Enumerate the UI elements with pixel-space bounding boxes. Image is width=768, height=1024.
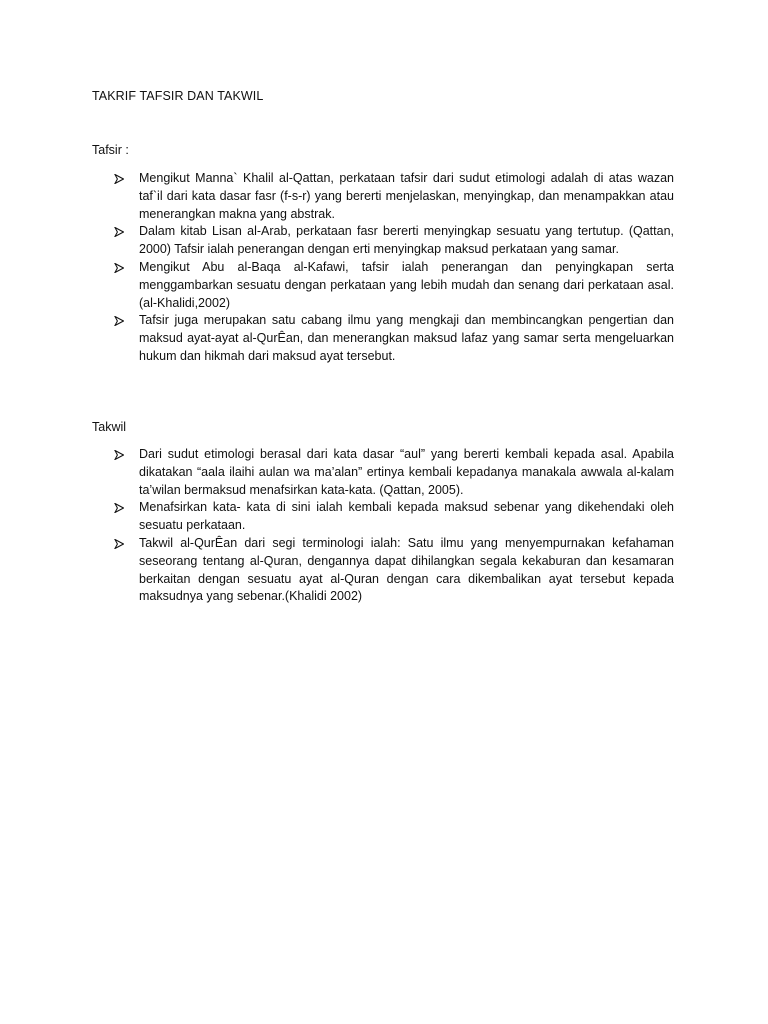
document-title: TAKRIF TAFSIR DAN TAKWIL — [92, 89, 264, 103]
list-item-text: Mengikut Manna` Khalil al-Qattan, perkataan tafsir dari sudut etimologi adalah di atas wazan taf`il dari kata dasar fasr (f-s-r) yang bererti menjelaskan, menyingkap, dan menampakkan atau menerangkan makna yang abstrak. — [139, 171, 674, 221]
list-item-text: Dari sudut etimologi berasal dari kata dasar “aul” yang bererti kembali kepada asal. Apabila dikatakan “aala ilaihi aulan wa ma’alan” ertinya kembali kepadanya manakala awwala al-kalam ta’wilan bermaksud menafsirkan kata-kata. (Qattan, 2005). — [139, 447, 674, 497]
list-item — [113, 170, 674, 223]
arrowhead-bullet-icon — [114, 316, 124, 326]
list-item-text: Tafsir juga merupakan satu cabang ilmu yang mengkaji dan membincangkan pengertian dan maksud ayat-ayat al-QurÊan, dan menerangkan maksud lafaz yang samar serta mengeluarkan hukum dan hikmah dari maksud ayat tersebut. — [139, 313, 674, 363]
list-item-text: Mengikut Abu al-Baqa al-Kafawi, tafsir ialah penerangan dan penyingkapan serta menggambarkan sesuatu dengan perkataan yang lebih mudah dan senang dari perkataan asal.(al-Khalidi,2002) — [139, 259, 674, 310]
arrowhead-bullet-icon — [114, 503, 124, 513]
list-item — [113, 223, 674, 259]
section-heading-takwil: Takwil — [92, 420, 127, 434]
list-item — [113, 499, 674, 535]
list-item-text: Takwil al-QurÊan dari segi terminologi ialah: Satu ilmu yang menyempurnakan kefahaman seseorang tentang al-Quran, dengannya dapat dihilangkan segala kekaburan dan kesamaran berkaitan dengan sesuatu ayat al-Quran dengan cara dikembalikan ayat tersebut kepada maksudnya yang sebenar.(Khalidi 2002) — [139, 535, 674, 604]
section-heading-tafsir: Tafsir : — [92, 143, 129, 157]
tafsir-bullet-list — [113, 170, 674, 366]
arrowhead-bullet-icon — [114, 450, 124, 460]
list-item — [113, 259, 674, 312]
list-item-text: Dalam kitab Lisan al-Arab, perkataan fasr bererti menyingkap sesuatu yang tertutup. (Qattan, 2000) Tafsir ialah penerangan dengan erti menyingkap maksud perkataan yang samar. — [139, 224, 674, 257]
arrowhead-bullet-icon — [114, 539, 124, 549]
list-item — [113, 535, 674, 606]
list-item — [113, 446, 674, 499]
list-item — [113, 312, 674, 365]
takwil-bullet-list — [113, 446, 674, 606]
arrowhead-bullet-icon — [114, 174, 124, 184]
list-item-text: Menafsirkan kata- kata di sini ialah kembali kepada maksud sebenar yang dikehendaki oleh sesuatu perkataan. — [139, 500, 674, 533]
arrowhead-bullet-icon — [114, 263, 124, 273]
arrowhead-bullet-icon — [114, 227, 124, 237]
